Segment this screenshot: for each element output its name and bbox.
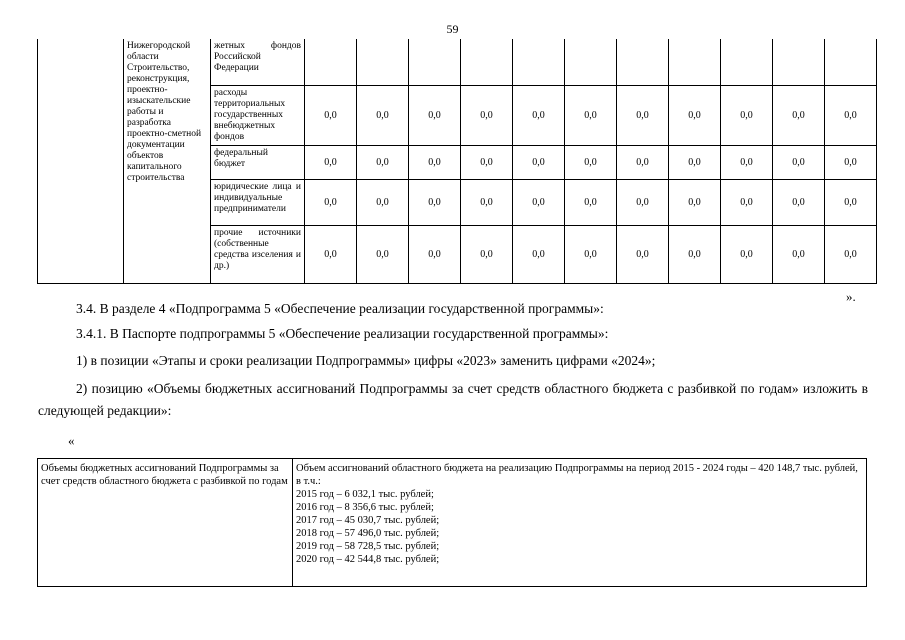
table-cell-source: прочие источники (собственные средства изселения и др.) [211, 225, 305, 283]
table-cell-value: 0,0 [721, 145, 773, 179]
table-cell-label: Объемы бюджетных ассигнований Подпрограммы за счет средств областного бюджета с разбивкой по годам [38, 459, 293, 587]
table-cell-value: 0,0 [357, 225, 409, 283]
table-cell-value: 0,0 [409, 85, 461, 145]
table-cell-value: 0,0 [721, 179, 773, 225]
table-cell-value: 0,0 [825, 145, 877, 179]
table-cell-value [409, 39, 461, 85]
table-cell-value: 0,0 [773, 145, 825, 179]
paragraph-section-3-4: 3.4. В разделе 4 «Подпрограмма 5 «Обеспечение реализации государственной программы»: [76, 301, 604, 316]
table-cell-value: 0,0 [565, 145, 617, 179]
table-cell-value [513, 39, 565, 85]
table-cell-value: 0,0 [617, 179, 669, 225]
table-cell-value: 0,0 [357, 179, 409, 225]
table-cell [38, 39, 124, 283]
paragraph-item-1: 1) в позиции «Этапы и сроки реализации Подпрограммы» цифры «2023» заменить цифрами «2024»; [76, 353, 656, 368]
table-cell-value: 0,0 [461, 179, 513, 225]
table-cell-value [461, 39, 513, 85]
table-cell-value [773, 39, 825, 85]
table-cell-value: 0,0 [669, 179, 721, 225]
table-cell-value [565, 39, 617, 85]
table-cell-value: 0,0 [513, 179, 565, 225]
table-cell-source: расходы территориальных государственных внебюджетных фондов [211, 85, 305, 145]
budget-year-line: 2020 год – 42 544,8 тыс. рублей; [296, 554, 440, 565]
table-cell-value: 0,0 [565, 85, 617, 145]
table-cell-value: 0,0 [617, 85, 669, 145]
table-cell-source: федеральный бюджет [211, 145, 305, 179]
table-cell-value: 0,0 [617, 145, 669, 179]
table-cell-value: 0,0 [669, 85, 721, 145]
funding-sources-table [37, 39, 877, 284]
table-cell-source: юридические лица и индивидуальные предприниматели [211, 179, 305, 225]
table-row [38, 459, 867, 587]
table-cell-subject: Нижегородской области Строительство, реконструкция, проектно-изыскательские работы и разработка проектно-сметной документации объектов капитального строительства [124, 39, 211, 283]
table-cell-value: 0,0 [513, 85, 565, 145]
table-cell-value [617, 39, 669, 85]
table-cell-value: 0,0 [565, 225, 617, 283]
budget-allocation-table [37, 458, 867, 587]
page-number: 59 [446, 22, 459, 36]
table-cell-value: 0,0 [825, 179, 877, 225]
table-cell-value [357, 39, 409, 85]
table-cell-value: 0,0 [617, 225, 669, 283]
table-cell-value: 0,0 [565, 179, 617, 225]
budget-intro: Объем ассигнований областного бюджета на реализацию Подпрограммы на период 2015 - 2024 годы – 420 148,7 тыс. рублей, в т.ч.: [296, 463, 858, 487]
table-cell-value: 0,0 [305, 145, 357, 179]
table-cell-value: 0,0 [669, 225, 721, 283]
table-cell-value: 0,0 [825, 85, 877, 145]
table-cell-value: 0,0 [461, 225, 513, 283]
budget-year-line: 2018 год – 57 496,0 тыс. рублей; [296, 528, 440, 539]
paragraph-section-3-4-1: 3.4.1. В Паспорте подпрограммы 5 «Обеспечение реализации государственной программы»: [76, 326, 609, 341]
table-cell-value: 0,0 [721, 225, 773, 283]
table-cell-value [305, 39, 357, 85]
table-cell-value: 0,0 [409, 225, 461, 283]
table-cell-value: 0,0 [305, 225, 357, 283]
budget-year-line: 2017 год – 45 030,7 тыс. рублей; [296, 515, 440, 526]
table-cell-value: 0,0 [305, 179, 357, 225]
budget-year-line: 2019 год – 58 728,5 тыс. рублей; [296, 541, 440, 552]
budget-year-line: 2016 год – 8 356,6 тыс. рублей; [296, 502, 434, 513]
opening-quote: « [68, 433, 75, 448]
table-cell-value: 0,0 [773, 225, 825, 283]
table-cell-value: 0,0 [773, 179, 825, 225]
table-cell-value: 0,0 [409, 179, 461, 225]
table-cell-value: 0,0 [513, 145, 565, 179]
table-cell-value: 0,0 [513, 225, 565, 283]
table-cell-source: жетных фондов Российской Федерации [211, 39, 305, 85]
table-cell-value: 0,0 [305, 85, 357, 145]
table-cell-value [669, 39, 721, 85]
budget-year-line: 2015 год – 6 032,1 тыс. рублей; [296, 489, 434, 500]
table-cell-value: 0,0 [825, 225, 877, 283]
table-cell-content [293, 459, 867, 587]
table-cell-value: 0,0 [669, 145, 721, 179]
table-cell-value [825, 39, 877, 85]
table-cell-value: 0,0 [773, 85, 825, 145]
closing-quote: ». [846, 289, 856, 304]
table-cell-value: 0,0 [461, 85, 513, 145]
table-cell-value: 0,0 [461, 145, 513, 179]
table-row [38, 39, 877, 85]
table-cell-value: 0,0 [721, 85, 773, 145]
table-cell-value: 0,0 [357, 85, 409, 145]
paragraph-item-2: 2) позицию «Объемы бюджетных ассигнований Подпрограммы за счет средств областного бюджета с разбивкой по годам» изложить в следующей редакции»: [38, 381, 868, 418]
table-cell-value: 0,0 [357, 145, 409, 179]
table-cell-value: 0,0 [409, 145, 461, 179]
table-cell-value [721, 39, 773, 85]
